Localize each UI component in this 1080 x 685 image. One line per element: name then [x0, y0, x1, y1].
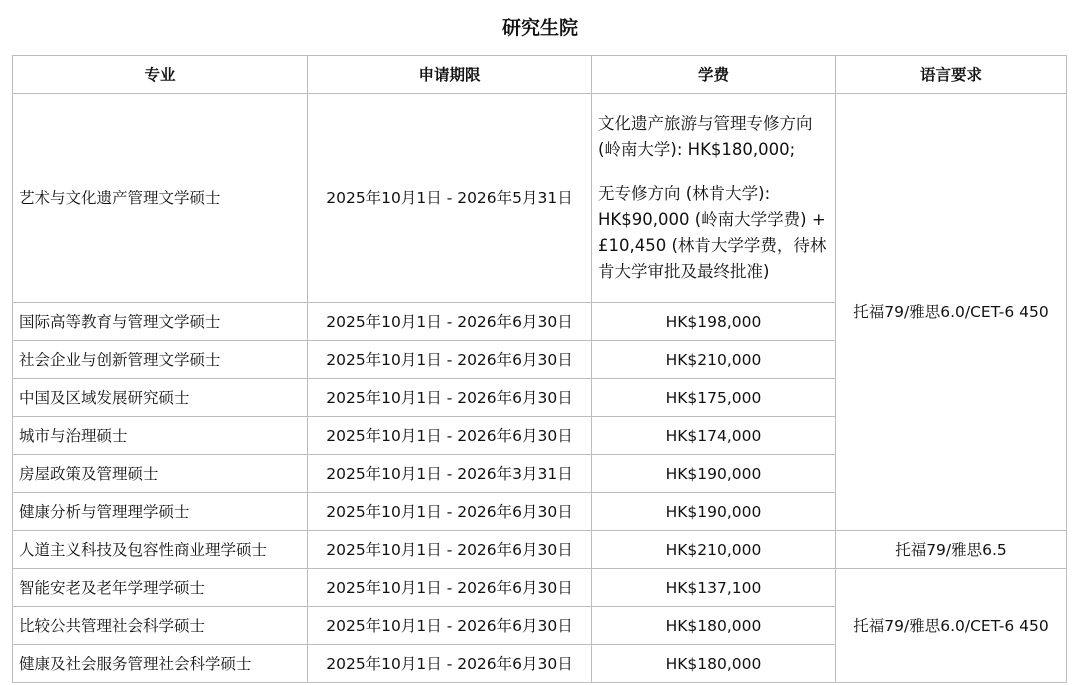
period-cell: 2025年10月1日 - 2026年6月30日	[308, 303, 592, 341]
period-cell: 2025年10月1日 - 2026年6月30日	[308, 341, 592, 379]
language-requirement-cell: 托福79/雅思6.0/CET-6 450	[836, 569, 1067, 683]
major-cell: 国际高等教育与管理文学硕士	[13, 303, 308, 341]
fee-cell: HK$180,000	[592, 645, 836, 683]
header-fee: 学费	[592, 56, 836, 94]
header-language: 语言要求	[836, 56, 1067, 94]
period-cell: 2025年10月1日 - 2026年6月30日	[308, 493, 592, 531]
period-cell: 2025年10月1日 - 2026年6月30日	[308, 569, 592, 607]
language-requirement-cell: 托福79/雅思6.5	[836, 531, 1067, 569]
major-cell: 健康及社会服务管理社会科学硕士	[13, 645, 308, 683]
major-cell: 城市与治理硕士	[13, 417, 308, 455]
period-cell: 2025年10月1日 - 2026年6月30日	[308, 531, 592, 569]
page-title: 研究生院	[501, 17, 578, 39]
fee-cell: HK$180,000	[592, 607, 836, 645]
language-requirement-cell: 托福79/雅思6.0/CET-6 450	[836, 94, 1067, 531]
major-cell: 房屋政策及管理硕士	[13, 455, 308, 493]
fee-cell: HK$137,100	[592, 569, 836, 607]
period-cell: 2025年10月1日 - 2026年5月31日	[308, 94, 592, 303]
major-cell: 比较公共管理社会科学硕士	[13, 607, 308, 645]
table-row	[13, 94, 1067, 303]
major-cell: 智能安老及老年学理学硕士	[13, 569, 308, 607]
fee-cell: HK$175,000	[592, 379, 836, 417]
fee-cell: HK$198,000	[592, 303, 836, 341]
major-cell: 健康分析与管理理学硕士	[13, 493, 308, 531]
major-cell: 社会企业与创新管理文学硕士	[13, 341, 308, 379]
header-period: 申请期限	[308, 56, 592, 94]
fee-cell: HK$210,000	[592, 531, 836, 569]
fee-note-specialization: 文化遗产旅游与管理专修方向 (岭南大学): HK$180,000;	[598, 114, 813, 159]
major-cell: 艺术与文化遗产管理文学硕士	[13, 94, 308, 303]
header-major: 专业	[13, 56, 308, 94]
table-row	[13, 569, 1067, 607]
major-cell: 人道主义科技及包容性商业理学硕士	[13, 531, 308, 569]
fee-cell: HK$190,000	[592, 493, 836, 531]
period-cell: 2025年10月1日 - 2026年6月30日	[308, 607, 592, 645]
period-cell: 2025年10月1日 - 2026年6月30日	[308, 417, 592, 455]
table-row	[13, 531, 1067, 569]
fee-cell: HK$190,000	[592, 455, 836, 493]
fee-cell: HK$210,000	[592, 341, 836, 379]
period-cell: 2025年10月1日 - 2026年6月30日	[308, 645, 592, 683]
major-cell: 中国及区域发展研究硕士	[13, 379, 308, 417]
period-cell: 2025年10月1日 - 2026年3月31日	[308, 455, 592, 493]
period-cell: 2025年10月1日 - 2026年6月30日	[308, 379, 592, 417]
table-header-row	[13, 56, 1067, 94]
fee-note-no-specialization: 无专修方向 (林肯大学): HK$90,000 (岭南大学学费) + £10,450 (林肯大学学费，待林肯大学审批及最终批准)	[598, 184, 827, 281]
fee-cell: HK$174,000	[592, 417, 836, 455]
fee-cell	[592, 94, 836, 303]
programs-table	[12, 55, 1067, 683]
